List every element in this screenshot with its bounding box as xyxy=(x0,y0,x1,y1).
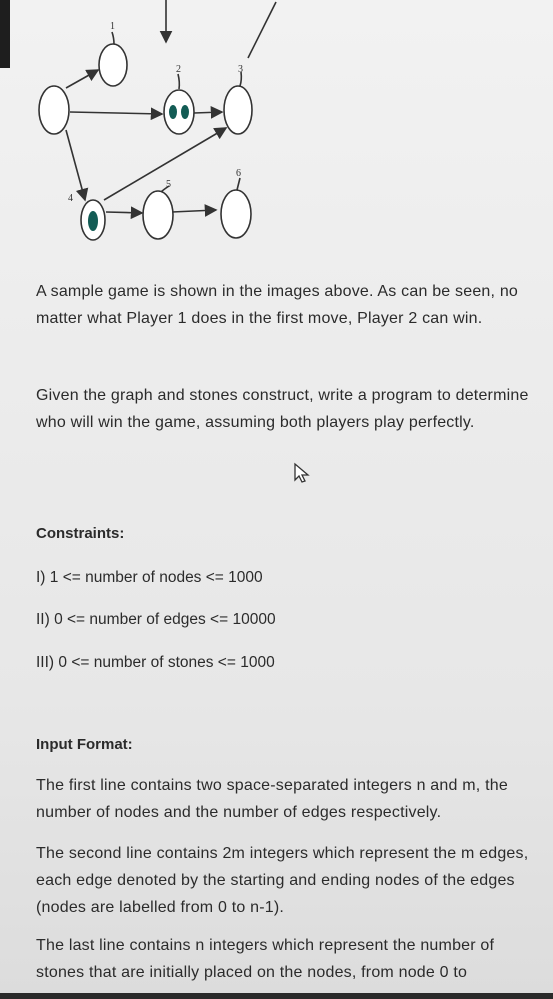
constraints-heading: Constraints: xyxy=(36,525,125,542)
node-label-3: 3 xyxy=(238,64,243,75)
input-format-line3: The last line contains n integers which represent the number of stones that are initially placed on the nodes, from node 0 to xyxy=(36,937,495,981)
graph-node-6 xyxy=(221,190,251,238)
stone-node-2-b xyxy=(181,105,189,119)
sample-game-paragraph: A sample game is shown in the images above. As can be seen, no matter what Player 1 does in the first move, Player 2 can win. xyxy=(36,283,519,327)
task-description-paragraph: Given the graph and stones construct, write a program to determine who will win the game, assuming both players play perfectly. xyxy=(36,387,529,431)
constraint-edges: II) 0 <= number of edges <= 10000 xyxy=(36,611,276,628)
edge-0-1 xyxy=(66,70,98,88)
constraint-stones: III) 0 <= number of stones <= 1000 xyxy=(36,654,275,671)
mouse-pointer-icon xyxy=(293,462,311,484)
screen-bezel-left xyxy=(0,0,10,68)
label-tick-2 xyxy=(178,74,179,89)
edge-2-3 xyxy=(194,112,222,113)
edge-0-2 xyxy=(70,112,162,114)
graph-node-5 xyxy=(143,191,173,239)
node-label-6: 6 xyxy=(236,168,241,179)
input-format-heading: Input Format: xyxy=(36,736,133,753)
graph-node-3 xyxy=(224,86,252,134)
screen-bezel-bottom xyxy=(0,993,553,999)
edge-0-4 xyxy=(66,130,85,200)
graph-node-1 xyxy=(99,44,127,86)
game-graph-figure xyxy=(30,0,330,250)
node-label-2: 2 xyxy=(176,64,181,75)
edge-5-6 xyxy=(172,210,216,212)
stone-node-2-a xyxy=(169,105,177,119)
input-format-line2: The second line contains 2m integers which represent the m edges, each edge denoted by the starting and ending nodes of the edges (nodes are labelled from 0 to n-1). xyxy=(36,845,529,916)
graph-node-2 xyxy=(164,90,194,134)
node-label-5: 5 xyxy=(166,179,171,190)
edge-4-5 xyxy=(106,212,142,213)
label-tick-1 xyxy=(112,32,114,44)
edge-incoming-right xyxy=(248,2,276,58)
node-label-1: 1 xyxy=(110,21,115,32)
label-tick-6 xyxy=(237,178,240,190)
node-label-4: 4 xyxy=(68,193,73,204)
input-format-line1: The first line contains two space-separated integers n and m, the number of nodes and the number of edges respectively. xyxy=(36,777,508,821)
graph-node-0 xyxy=(39,86,69,134)
stone-node-4 xyxy=(88,211,98,231)
constraint-nodes: I) 1 <= number of nodes <= 1000 xyxy=(36,569,263,586)
